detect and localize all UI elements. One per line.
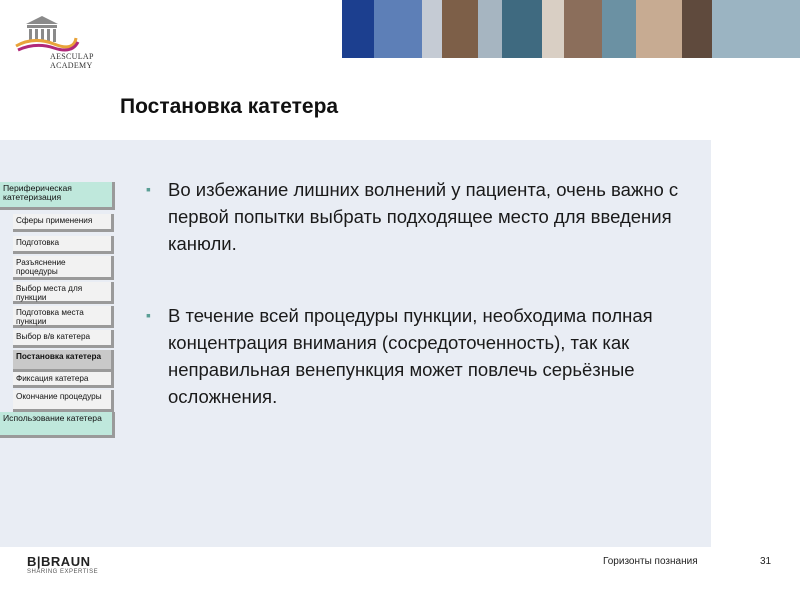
nav-item[interactable]: Подготовка — [13, 236, 114, 254]
banner-photo-segment — [602, 0, 636, 58]
footer-caption: Горизонты познания — [603, 556, 698, 567]
nav-item[interactable]: Окончание процедуры — [13, 390, 114, 412]
bbraun-logo — [27, 554, 98, 575]
bullet-marker-icon: ▪ — [146, 181, 151, 197]
bullet-item — [146, 302, 706, 410]
slide-title: Постановка катетера — [120, 95, 339, 118]
banner-photo-segment — [342, 0, 374, 58]
header-photo-banner — [342, 0, 800, 58]
nav-item[interactable]: Сферы применения — [13, 214, 114, 232]
nav-item[interactable]: Выбор в/в катетера — [13, 330, 114, 348]
bullet-text: Во избежание лишних волнений у пациента, очень важно с первой попытки выбрать подходящее место для введения канюли. — [168, 179, 679, 254]
brand-name: B|BRAUN — [27, 554, 91, 569]
banner-photo-segment — [502, 0, 542, 58]
nav-item[interactable]: Разъяснение процедуры — [13, 256, 114, 280]
logo-text: AESCULAP ACADEMY — [50, 52, 94, 70]
banner-photo-segment — [636, 0, 682, 58]
banner-photo-segment — [564, 0, 602, 58]
nav-item[interactable]: Выбор места для пункции — [13, 282, 114, 304]
nav-item[interactable]: Фиксация катетера — [13, 372, 114, 388]
bullet-text: В течение всей процедуры пункции, необходима полная концентрация внимания (сосредоточенность), так как неправильная венепункция может повлечь серьёзные осложнения. — [168, 305, 653, 407]
banner-photo-segment — [478, 0, 502, 58]
banner-photo-segment — [422, 0, 442, 58]
bullet-marker-icon: ▪ — [146, 307, 151, 323]
brand-tagline: SHARING EXPERTISE — [27, 569, 99, 575]
banner-photo-segment — [542, 0, 564, 58]
nav-section[interactable]: Использование катетера — [0, 412, 115, 438]
nav-item[interactable]: Подготовка места пункции — [13, 306, 114, 328]
nav-item-active[interactable]: Постановка катетера — [13, 350, 114, 372]
nav-section[interactable]: Периферическая катетеризация — [0, 182, 115, 210]
page-number: 31 — [760, 556, 772, 567]
banner-photo-segment — [682, 0, 712, 58]
banner-photo-segment — [442, 0, 478, 58]
bullet-item — [146, 176, 706, 257]
banner-photo-segment — [374, 0, 422, 58]
banner-photo-segment — [712, 0, 800, 58]
